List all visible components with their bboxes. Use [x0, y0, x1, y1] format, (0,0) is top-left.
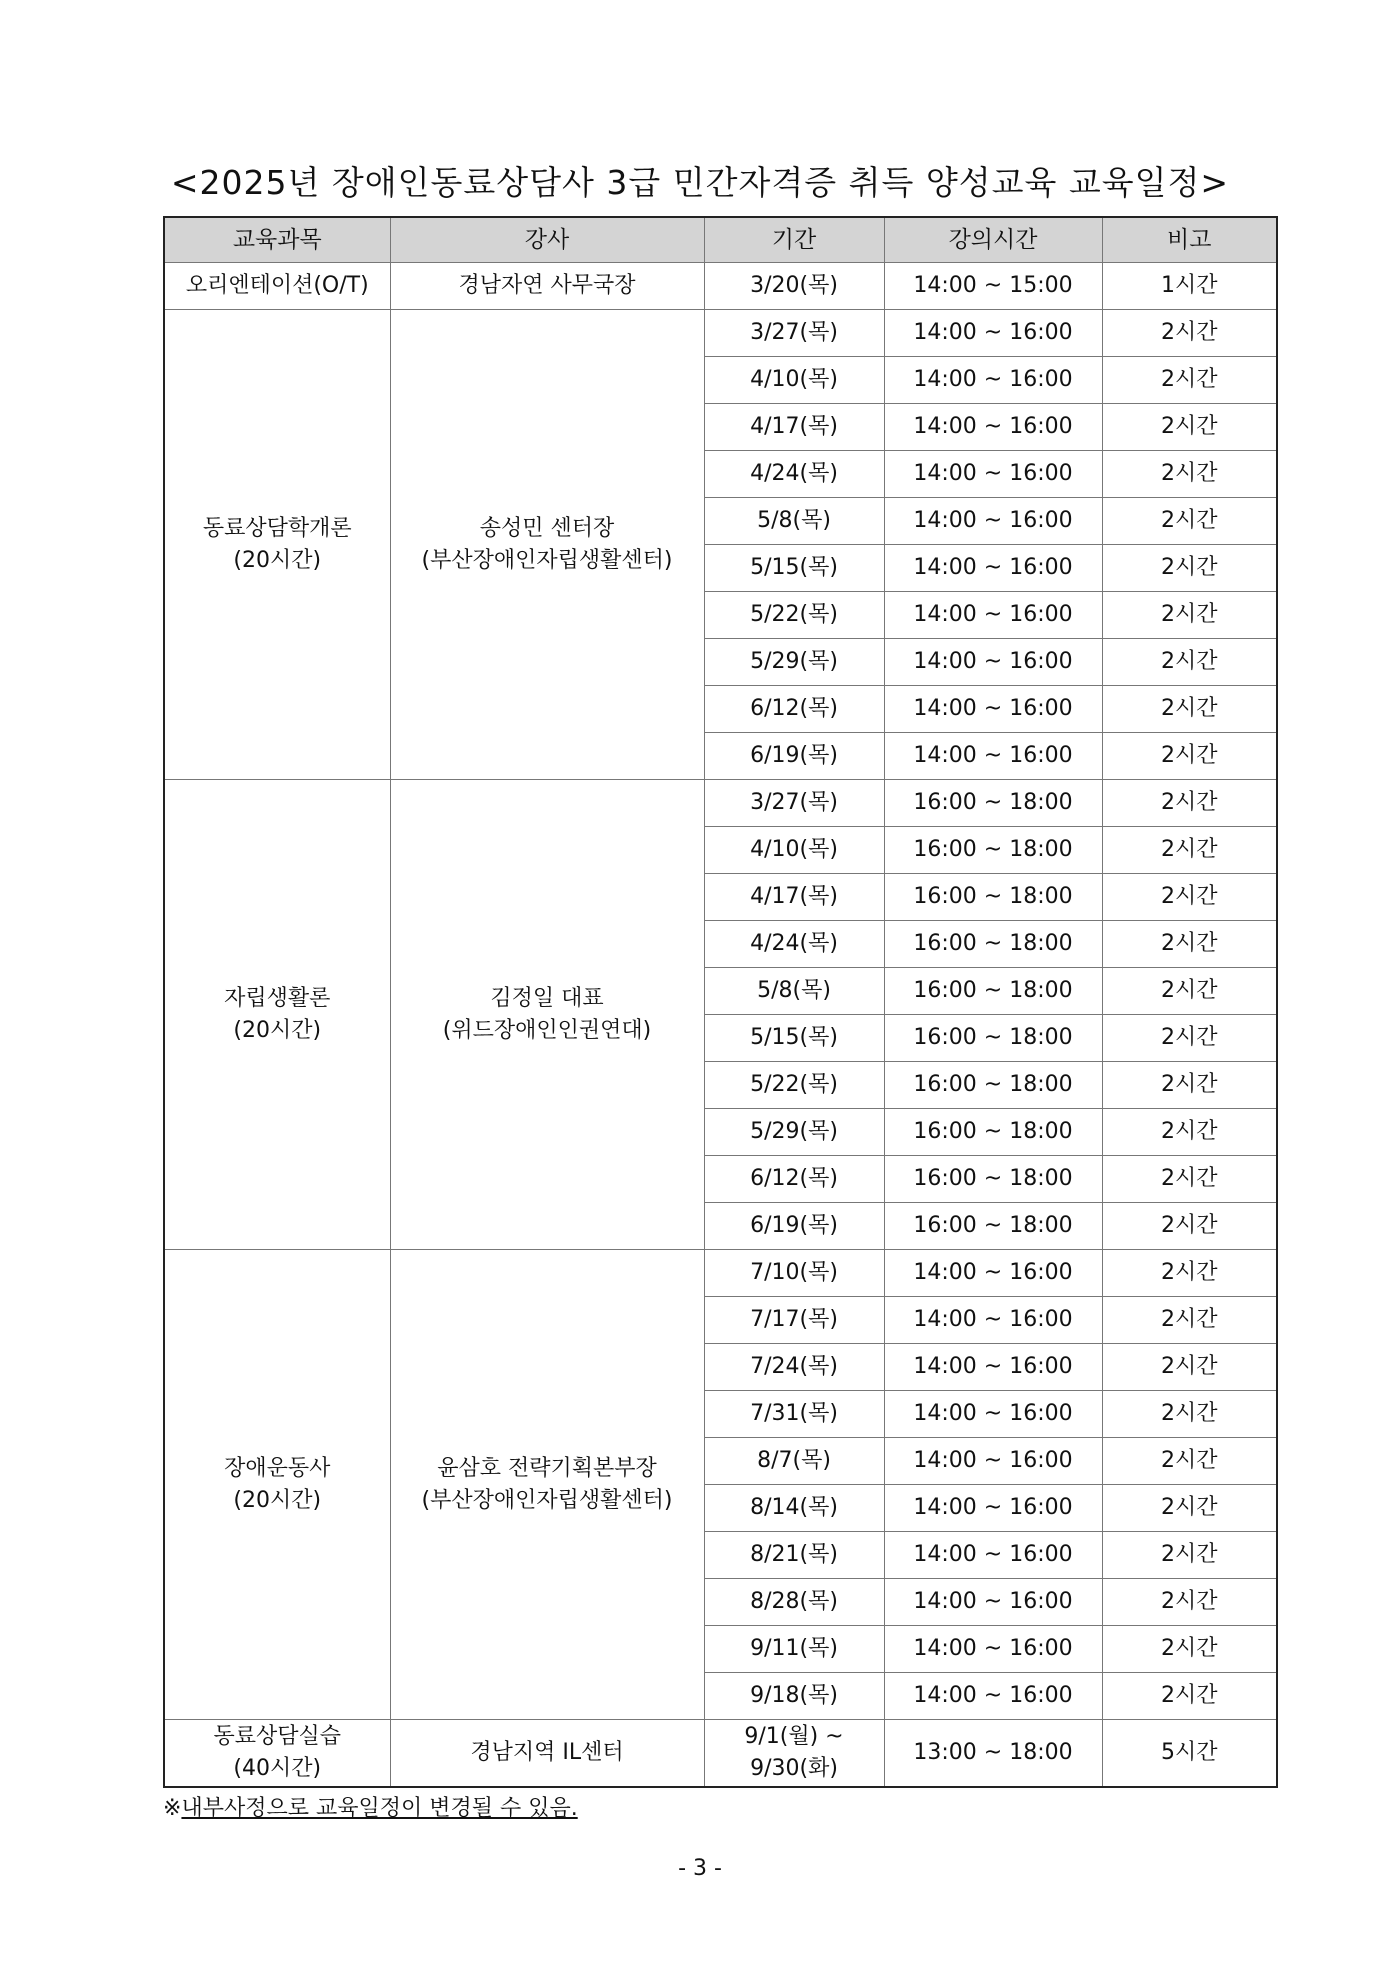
time-cell: 16:00 ~ 18:00	[884, 1109, 1102, 1156]
note-cell: 2시간	[1102, 1156, 1277, 1203]
date-cell: 9/11(목)	[704, 1626, 884, 1673]
date-cell: 5/22(목)	[704, 1062, 884, 1109]
page-title: <2025년 장애인동료상담사 3급 민간자격증 취득 양성교육 교육일정>	[170, 163, 1230, 202]
page-number: - 3 -	[678, 1856, 722, 1881]
date-cell: 6/12(목)	[704, 686, 884, 733]
instructor-cell	[390, 1250, 704, 1720]
note-cell: 2시간	[1102, 733, 1277, 780]
date-cell: 4/24(목)	[704, 921, 884, 968]
subject-cell	[164, 310, 390, 780]
note-cell: 2시간	[1102, 1250, 1277, 1297]
time-cell: 16:00 ~ 18:00	[884, 827, 1102, 874]
instructor-cell-line-2: (부산장애인자립생활센터)	[421, 1487, 673, 1513]
date-cell: 9/18(목)	[704, 1673, 884, 1720]
note-cell: 2시간	[1102, 1109, 1277, 1156]
note-cell: 2시간	[1102, 780, 1277, 827]
date-cell: 6/12(목)	[704, 1156, 884, 1203]
instructor-cell-line-2: (위드장애인인권연대)	[442, 1017, 652, 1043]
date-cell: 4/10(목)	[704, 827, 884, 874]
time-cell: 14:00 ~ 16:00	[884, 310, 1102, 357]
note-cell: 2시간	[1102, 357, 1277, 404]
time-cell: 14:00 ~ 16:00	[884, 357, 1102, 404]
time-cell: 14:00 ~ 16:00	[884, 1626, 1102, 1673]
date-cell: 5/8(목)	[704, 498, 884, 545]
note-cell: 2시간	[1102, 1062, 1277, 1109]
note-cell: 2시간	[1102, 1344, 1277, 1391]
note-cell: 2시간	[1102, 639, 1277, 686]
note-cell: 2시간	[1102, 1532, 1277, 1579]
subject-cell-line-1: 동료상담실습	[213, 1723, 341, 1749]
date-cell: 4/10(목)	[704, 357, 884, 404]
time-cell: 14:00 ~ 16:00	[884, 545, 1102, 592]
time-cell: 14:00 ~ 16:00	[884, 592, 1102, 639]
subject-cell	[164, 1720, 390, 1787]
note-cell: 2시간	[1102, 686, 1277, 733]
date-cell: 7/17(목)	[704, 1297, 884, 1344]
note-cell: 2시간	[1102, 1203, 1277, 1250]
note-cell: 2시간	[1102, 968, 1277, 1015]
note-cell: 2시간	[1102, 310, 1277, 357]
time-cell: 16:00 ~ 18:00	[884, 1062, 1102, 1109]
time-cell: 16:00 ~ 18:00	[884, 1156, 1102, 1203]
date-cell: 5/22(목)	[704, 592, 884, 639]
time-cell: 14:00 ~ 16:00	[884, 1297, 1102, 1344]
note-cell: 2시간	[1102, 592, 1277, 639]
subject-cell-line-2: (40시간)	[233, 1755, 322, 1781]
subject-cell-line-2: (20시간)	[233, 1017, 322, 1043]
time-cell: 14:00 ~ 16:00	[884, 404, 1102, 451]
time-cell: 14:00 ~ 16:00	[884, 1532, 1102, 1579]
note-cell: 2시간	[1102, 1485, 1277, 1532]
date-cell: 3/27(목)	[704, 310, 884, 357]
date-cell: 4/24(목)	[704, 451, 884, 498]
time-cell: 16:00 ~ 18:00	[884, 1015, 1102, 1062]
note-cell: 5시간	[1102, 1720, 1277, 1787]
table-row	[164, 1250, 1277, 1297]
date-cell: 4/17(목)	[704, 874, 884, 921]
time-cell: 13:00 ~ 18:00	[884, 1720, 1102, 1787]
time-cell: 14:00 ~ 16:00	[884, 733, 1102, 780]
header-instructor: 강사	[390, 217, 704, 263]
time-cell: 14:00 ~ 15:00	[884, 263, 1102, 310]
instructor-cell: 경남지역 IL센터	[390, 1720, 704, 1787]
date-cell: 5/8(목)	[704, 968, 884, 1015]
instructor-cell-line-1: 윤삼호 전략기획본부장	[437, 1455, 657, 1481]
subject-cell-line-1: 자립생활론	[224, 985, 331, 1011]
footnote	[163, 1793, 578, 1825]
footnote-text: 내부사정으로 교육일정이 변경될 수 있음.	[181, 1796, 578, 1821]
note-cell: 2시간	[1102, 498, 1277, 545]
date-cell: 7/10(목)	[704, 1250, 884, 1297]
note-cell: 1시간	[1102, 263, 1277, 310]
instructor-cell	[390, 310, 704, 780]
time-cell: 16:00 ~ 18:00	[884, 968, 1102, 1015]
note-cell: 2시간	[1102, 874, 1277, 921]
header-row	[164, 217, 1277, 263]
time-cell: 16:00 ~ 18:00	[884, 921, 1102, 968]
time-cell: 14:00 ~ 16:00	[884, 639, 1102, 686]
time-cell: 16:00 ~ 18:00	[884, 1203, 1102, 1250]
date-cell: 3/27(목)	[704, 780, 884, 827]
date-cell: 4/17(목)	[704, 404, 884, 451]
note-cell: 2시간	[1102, 1438, 1277, 1485]
time-cell: 16:00 ~ 18:00	[884, 874, 1102, 921]
time-cell: 14:00 ~ 16:00	[884, 686, 1102, 733]
time-cell: 14:00 ~ 16:00	[884, 451, 1102, 498]
note-cell: 2시간	[1102, 1015, 1277, 1062]
instructor-cell	[390, 780, 704, 1250]
time-cell: 14:00 ~ 16:00	[884, 1673, 1102, 1720]
time-cell: 14:00 ~ 16:00	[884, 1391, 1102, 1438]
time-cell: 14:00 ~ 16:00	[884, 1485, 1102, 1532]
date-cell: 5/29(목)	[704, 639, 884, 686]
time-cell: 14:00 ~ 16:00	[884, 1438, 1102, 1485]
note-cell: 2시간	[1102, 1391, 1277, 1438]
instructor-cell-line-2: (부산장애인자립생활센터)	[421, 547, 673, 573]
note-cell: 2시간	[1102, 1579, 1277, 1626]
time-cell: 14:00 ~ 16:00	[884, 1250, 1102, 1297]
date-cell: 5/15(목)	[704, 545, 884, 592]
date-cell: 6/19(목)	[704, 733, 884, 780]
note-cell: 2시간	[1102, 545, 1277, 592]
date-cell: 3/20(목)	[704, 263, 884, 310]
note-cell: 2시간	[1102, 1673, 1277, 1720]
note-cell: 2시간	[1102, 827, 1277, 874]
note-cell: 2시간	[1102, 1297, 1277, 1344]
date-cell: 7/31(목)	[704, 1391, 884, 1438]
note-cell: 2시간	[1102, 451, 1277, 498]
date-cell	[704, 1720, 884, 1787]
date-cell: 8/28(목)	[704, 1579, 884, 1626]
time-cell: 14:00 ~ 16:00	[884, 498, 1102, 545]
date-cell: 7/24(목)	[704, 1344, 884, 1391]
subject-cell	[164, 1250, 390, 1720]
instructor-cell-line-1: 송성민 센터장	[479, 515, 615, 541]
subject-cell-line-1: 장애운동사	[224, 1455, 331, 1481]
date-cell: 5/15(목)	[704, 1015, 884, 1062]
date-cell: 8/21(목)	[704, 1532, 884, 1579]
date-cell: 8/7(목)	[704, 1438, 884, 1485]
schedule-table	[163, 216, 1278, 1788]
header-note: 비고	[1102, 217, 1277, 263]
subject-cell	[164, 780, 390, 1250]
note-cell: 2시간	[1102, 1626, 1277, 1673]
note-cell: 2시간	[1102, 921, 1277, 968]
time-cell: 16:00 ~ 18:00	[884, 780, 1102, 827]
date-cell: 6/19(목)	[704, 1203, 884, 1250]
date-cell-line-2: 9/30(화)	[750, 1755, 838, 1781]
table-row	[164, 1720, 1277, 1787]
header-subject: 교육과목	[164, 217, 390, 263]
date-cell: 8/14(목)	[704, 1485, 884, 1532]
time-cell: 14:00 ~ 16:00	[884, 1344, 1102, 1391]
date-cell: 5/29(목)	[704, 1109, 884, 1156]
table-row	[164, 780, 1277, 827]
subject-cell-line-1: 동료상담학개론	[202, 515, 352, 541]
subject-cell: 오리엔테이션(O/T)	[164, 263, 390, 310]
instructor-cell-line-1: 김정일 대표	[490, 985, 604, 1011]
note-cell: 2시간	[1102, 404, 1277, 451]
instructor-cell: 경남자연 사무국장	[390, 263, 704, 310]
time-cell: 14:00 ~ 16:00	[884, 1579, 1102, 1626]
table-row	[164, 310, 1277, 357]
table-row	[164, 263, 1277, 310]
header-time: 강의시간	[884, 217, 1102, 263]
subject-cell-line-2: (20시간)	[233, 1487, 322, 1513]
date-cell-line-1: 9/1(월) ~	[744, 1723, 844, 1749]
header-date: 기간	[704, 217, 884, 263]
subject-cell-line-2: (20시간)	[233, 547, 322, 573]
reference-mark: ※	[163, 1796, 182, 1821]
